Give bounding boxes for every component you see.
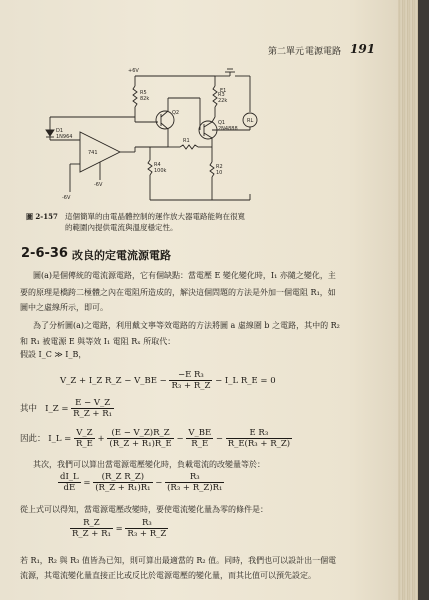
section-number: 2-6-36 [21,246,68,261]
paragraph-2-line-2: 和 R₁ 被電源 E 與等效 I₁ 電阻 Rₓ 所取代： [20,337,176,346]
label-r2: R2 [216,164,223,170]
eq1-lhs: V_Z + I_Z R_Z − V_BE − [60,376,167,386]
eq3-term-1-num: V_Z [74,428,95,439]
label-vneg-2: -6V [94,182,103,188]
label-r3: R3 [218,92,225,98]
eq3-term-3-num: V_BE [188,428,212,438]
figure-caption-line-2: 的範圍內提供電流與溫度穩定性。 [65,223,178,232]
eq5-rhs-den: R₃ + R_Z [127,529,167,539]
eq3-term-2-num: (E − V_Z)R_Z [107,428,173,439]
eq2-lhs: I_Z = [45,404,69,414]
book-cover-edge [418,0,429,600]
eq1-denominator: R₃ + R_Z [171,381,211,391]
eq3-term-4-num: E R₃ [226,428,292,439]
eq4-term-2-den: (R₃ + R_Z)R₁ [167,483,223,493]
running-header-chapter: 第二單元 [268,47,305,57]
label-opamp: 741 [88,150,98,156]
paragraph-1-line-3: 圖中之虛線所示，即可。 [20,303,108,312]
eq3-term-3-den: R_E [191,439,209,449]
eq5-lhs-num: R_Z [70,518,113,529]
circuit-diagram [40,62,360,212]
eq3-term-4-den: R_E(R₃ + R_Z) [227,439,291,449]
paragraph-4: 從上式可以得知，當電源電壓改變時，要使電流變化量為零的條件是： [20,505,268,514]
section-title: 改良的定電流源電路 [72,249,171,262]
running-header-title: 電源電路 [305,47,342,57]
label-r5: R5 [140,90,147,96]
eq3-term-1 [74,428,95,449]
eq2-numerator: E − V_Z [71,398,114,409]
label-q1-type: 2N4888 [218,126,238,132]
paragraph-2-line-1: 為了分析圖(a)之電路，利用戴文寧等效電路的方法將圖 a 虛線圍 b 之電路，其中的 R₂ [33,321,340,330]
equation-2 [20,398,114,419]
page-number: 191 [350,42,376,56]
label-q1: Q1 [218,120,226,126]
eq1-fraction [169,370,212,391]
paragraph-1-line-2: 要的原理是橋跨二極體之內在電阻所造成的，解決這個問題的方法是外加一個電阻 R₁，如 [20,288,336,297]
label-r4: R4 [154,162,161,168]
label-r4-value: 100k [154,168,167,174]
paragraph-5-line-2: 流源，其電流變化量直接正比或反比於電源電壓的變化量，而其比值可以預先設定。 [20,571,316,580]
label-q2: Q2 [172,110,180,116]
eq3-label: 因此： [20,434,46,444]
eq4-term-2-num: R₃ [165,472,224,483]
eq4-term-1-den: (R_Z + R₁)R₁ [95,483,151,493]
eq4-term-1 [93,472,152,493]
paragraph-2-line-3: 假設 I_C ≫ I_B， [20,350,87,359]
label-r1: R1 [183,138,190,144]
eq5-rhs [125,518,168,539]
svg-text:RL: RL [247,118,254,124]
equation-4: $\frac{dI\_L}{dE}$ = $\frac{\text{(R\_Z R\_Z)}}{\text{(R\_Z + R₁)R₁}}$ − $\frac{\text{R₃}}{\text{(R₃ + R\_Z)R₁}}$ [60,472,223,493]
label-r3-value: 22k [218,98,228,104]
eq3-term-4 [226,428,292,449]
label-d1-type: 1N964 [56,134,73,140]
eq5-lhs-den: R_Z + R₁ [72,529,111,539]
eq5-lhs [70,518,113,539]
eq1-numerator: −E R₃ [169,370,212,381]
label-vneg-1: -6V [62,195,71,201]
label-r2-value: 10 [216,170,223,176]
eq3-term-1-den: R_E [76,439,93,449]
paragraph-1-line-1: 圖(a)是個傳統的電流源電路，它有個缺點：當電壓 E 變化變化時，I₁ 亦隨之變化，主 [33,271,336,280]
eq5-rhs-num: R₃ [125,518,168,529]
eq3-term-2-den: (R_Z + R₁)R_E [109,439,172,449]
eq4-lhs-den: dE [63,483,76,493]
equation-1 [60,370,276,391]
figure-caption-label: 圖 2-157 [26,212,58,221]
equation-5: $\frac{R\_Z}{\text{R\_Z + R₁}}$ = $\frac{\text{R₃}}{\text{R₃ + R\_Z}}$ [72,518,167,539]
label-d1: D1 [56,128,64,134]
eq4-term-1-num: (R_Z R_Z) [93,472,152,483]
equation-3: 因此： I_L = $\frac{V\_Z}{R\_E}$ + $\frac{(E - V\_Z)R\_Z}{\text{(R\_Z + R₁)R\_E}}$ − $\frac{V\_BE}{R\_E}$ − $\frac{\text{E R₃}}{\text{R\_E(R₃ + R\_Z)}}$ [20,428,291,449]
eq4-term-2 [165,472,224,493]
label-e1: E1 [220,88,227,94]
paragraph-3: 其次，我們可以算出當電源電壓變化時，負載電流的改變量等於： [33,460,265,469]
eq2-denominator: R_Z + R₁ [73,409,113,419]
eq2-label: 其中 [20,404,38,414]
paragraph-5-line-1: 若 R₁，R₂ 與 R₃ 值皆為已知，則可算出最適當的 R₂ 值。同時，我們也可以設計出一個電 [20,556,337,565]
figure-caption-line-1: 這個簡單的由電晶體控制的運作放大器電路能夠在很寬 [65,212,245,221]
eq3-lhs: I_L = [48,434,72,444]
label-vplus-top: +6V [128,68,139,74]
eq2-fraction [71,398,114,419]
eq3-term-2 [107,428,173,449]
eq4-lhs-num: dI_L [60,472,79,482]
label-r5-value: 82k [140,96,150,102]
eq3-term-3 [186,428,213,449]
eq4-lhs [58,472,81,493]
eq1-rhs: − I_L R_E = 0 [215,376,276,386]
